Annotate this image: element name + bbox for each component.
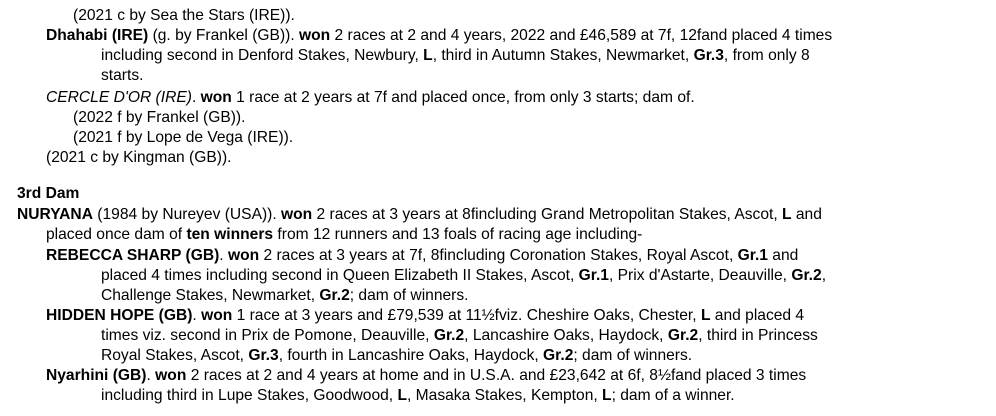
entry-nyarhini [46,366,806,386]
entry-text: including third in Lupe Stakes, Goodwood, [101,387,398,404]
entry-rebecca-sharp-continued [101,266,826,286]
entry-text: 2 races at 2 and 4 years at home and in U.S.A. and £23,642 at 6f, 8½fand placed 3 times [186,367,807,384]
horse-name-rebecca-sharp: REBECCA SHARP (GB) [46,247,220,264]
entry-text: (2021 f by Lope de Vega (IRE)). [73,129,294,146]
race-grade: L [700,307,711,324]
race-grade: L [782,206,792,223]
won-label: won [155,367,187,384]
race-grade: L [397,387,408,404]
entry-text: (1984 by Nureyev (USA)). [92,206,282,223]
won-label: won [201,307,233,324]
entry-rebecca-sharp [46,246,798,266]
entry-text: 2 races at 3 years at 8fincluding Grand Metropolitan Stakes, Ascot, [312,206,783,223]
race-grade: Gr.2 [543,347,574,364]
entry-nyarhini-continued [101,386,735,406]
entry-text: , from only 8 [723,47,810,64]
entry-text: , Masaka Stakes, Kempton, [407,387,603,404]
entry-hidden-hope-continued [101,326,818,346]
horse-name-dhahabi: Dhahabi (IRE) [46,27,149,44]
entry-text: including second in Denford Stakes, Newbury, [101,47,424,64]
entry-text: (g. by Frankel (GB)). [148,27,300,44]
race-grade: Gr.2 [791,267,822,284]
race-grade: L [423,47,433,64]
race-grade: Gr.1 [737,247,768,264]
entry-text: , fourth in Lancashire Oaks, Haydock, [278,347,544,364]
entry-text: 1 race at 3 years and £79,539 at 11½fviz. Cheshire Oaks, Chester, [232,307,701,324]
entry-text: times viz. second in Prix de Pomone, Deauville, [101,327,434,344]
produce-entry-2021-colt-kingman [46,148,231,168]
entry-text: placed 4 times including second in Queen Elizabeth II Stakes, Ascot, [101,267,579,284]
won-label: won [227,247,260,264]
won-label: won [299,27,331,44]
produce-entry-2022-filly-frankel [73,108,245,128]
entry-text: (2022 f by Frankel (GB)). [73,109,246,126]
race-grade: Gr.1 [578,267,609,284]
race-grade: Gr.3 [248,347,279,364]
entry-text: ; dam of a winner. [611,387,735,404]
entry-text: . [146,367,156,384]
race-grade: Gr.2 [433,327,465,344]
race-grade: Gr.2 [667,327,699,344]
race-grade: L [602,387,612,404]
entry-text: (2021 c by Sea the Stars (IRE)). [73,7,295,24]
entry-cercle-dor [46,88,695,108]
entry-text: ; dam of winners. [349,287,469,304]
entry-dhahabi-continued [101,66,143,86]
race-grade: Gr.3 [693,47,724,64]
section-heading-3rd-dam: 3rd Dam [17,185,80,202]
entry-text: and [791,206,822,223]
entry-text: 2 races at 3 years at 7f, 8fincluding Coronation Stakes, Royal Ascot, [259,247,738,264]
entry-text: from 12 runners and 13 foals of racing age including- [273,226,643,243]
entry-nuryana-continued [46,225,642,245]
entry-dhahabi [46,26,832,46]
entry-text: 2 races at 2 and 4 years, 2022 and £46,589 at 7f, 12fand placed 4 times [330,27,833,44]
horse-name-nuryana: NURYANA [17,206,93,223]
won-label: won [200,89,232,106]
entry-text: placed once dam of [46,226,187,243]
entry-text: and placed 4 [710,307,805,324]
entry-dhahabi-continued [101,46,810,66]
entry-text: starts. [101,67,144,84]
entry-text: 1 race at 2 years at 7f and placed once, from only 3 starts; dam of. [231,89,695,106]
entry-text: . [219,247,228,264]
horse-name-hidden-hope: HIDDEN HOPE (GB) [46,307,193,324]
winners-count: ten winners [186,226,274,243]
won-label: won [281,206,313,223]
horse-name-cercle-dor: CERCLE D'OR (IRE) [46,89,192,106]
entry-text: , Prix d'Astarte, Deauville, [608,267,792,284]
race-grade: Gr.2 [319,287,350,304]
entry-text: Royal Stakes, Ascot, [101,347,249,364]
entry-text: , Lancashire Oaks, Haydock, [464,327,668,344]
entry-text: , [821,267,827,284]
entry-rebecca-sharp-continued [101,286,469,306]
entry-text: Challenge Stakes, Newmarket, [101,287,320,304]
entry-text: , third in Princess [698,327,818,344]
entry-text: , third in Autumn Stakes, Newmarket, [432,47,694,64]
entry-hidden-hope [46,306,804,326]
entry-hidden-hope-continued [101,346,692,366]
entry-text: ; dam of winners. [573,347,693,364]
produce-entry-2021-filly-lope-de-vega [73,128,293,148]
entry-text: and [767,247,799,264]
entry-text: (2021 c by Kingman (GB)). [46,149,232,166]
produce-entry-2021-colt-sea-the-stars [73,6,295,26]
horse-name-nyarhini: Nyarhini (GB) [46,367,147,384]
entry-text: . [191,89,201,106]
entry-text: . [192,307,202,324]
entry-nuryana [17,205,822,225]
